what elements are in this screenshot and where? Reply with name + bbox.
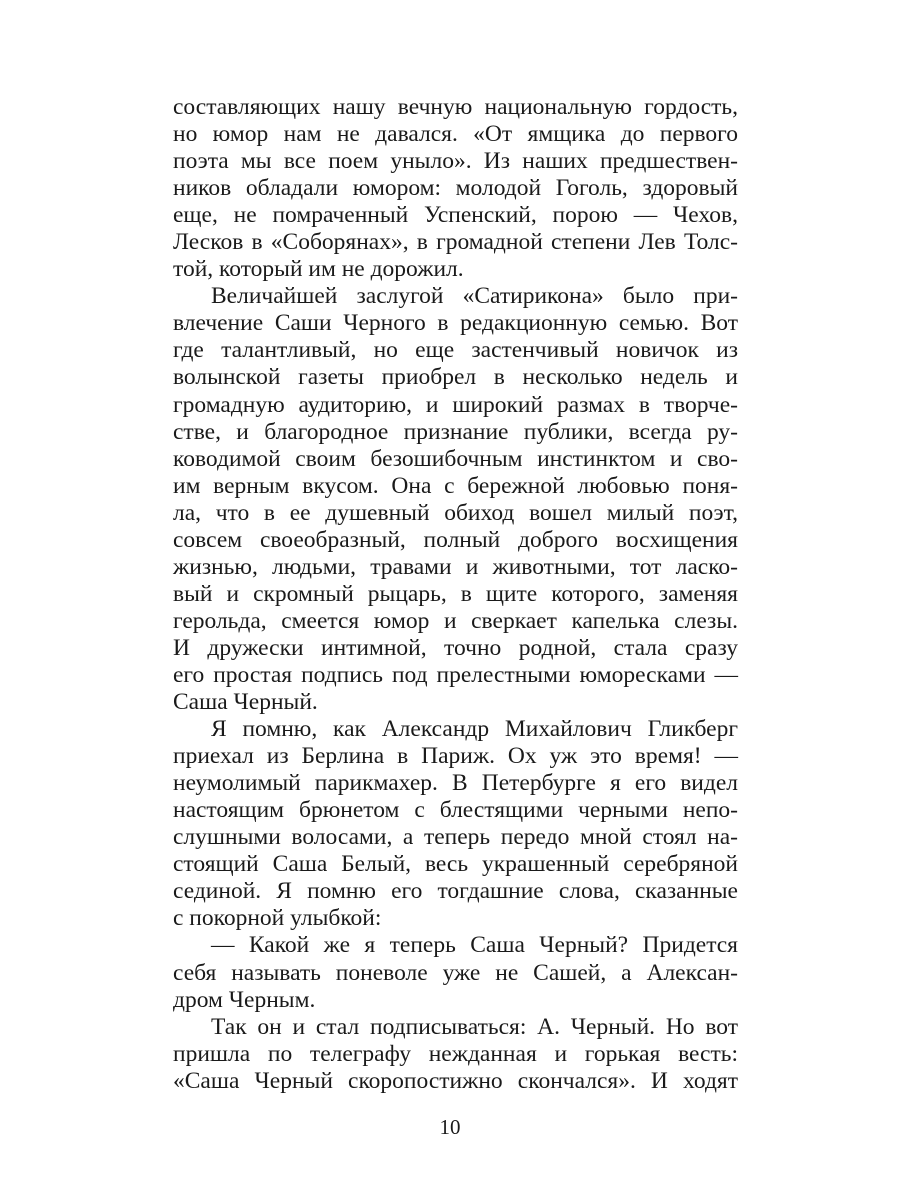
text-line: им верным вкусом. Она с бережной любовью поня- bbox=[173, 472, 738, 499]
text-line: пришла по телеграфу нежданная и горькая весть: bbox=[173, 1040, 738, 1067]
paragraph bbox=[173, 94, 738, 283]
paragraph bbox=[173, 1014, 738, 1095]
text-line: с покорной улыбкой: bbox=[173, 905, 382, 932]
text-line: Саша Черный. bbox=[173, 689, 318, 716]
text-line: совсем своеобразный, полный доброго восхищения bbox=[173, 526, 738, 553]
text-line: неумолимый парикмахер. В Петербурге я его видел bbox=[173, 770, 738, 797]
text-line: Лесков в «Соборянах», в громадной степени Лев Толс- bbox=[173, 229, 738, 256]
text-line: где талантливый, но еще застенчивый новичок из bbox=[173, 337, 738, 364]
text-line: ла, что в ее душевный обиход вошел милый поэт, bbox=[173, 499, 738, 526]
text-line: И дружески интимной, точно родной, стала сразу bbox=[173, 634, 738, 661]
text-line: той, который им не дорожил. bbox=[173, 256, 464, 283]
text-line: Величайшей заслугой «Сатирикона» было при- bbox=[211, 283, 738, 310]
text-line: влечение Саши Черного в редакционную семью. Вот bbox=[173, 310, 738, 337]
paragraph bbox=[173, 932, 738, 1013]
text-line: стве, и благородное признание публики, всегда ру- bbox=[173, 418, 738, 445]
text-line: себя называть поневоле уже не Сашей, а Алексан- bbox=[173, 959, 738, 986]
text-line: поэта мы все поем уныло». Из наших предшествен- bbox=[173, 148, 738, 175]
text-line: его простая подпись под прелестными юморесками — bbox=[173, 661, 738, 688]
paragraph bbox=[173, 283, 738, 716]
text-line: Так он и стал подписываться: А. Черный. Но вот bbox=[211, 1013, 738, 1040]
text-line: жизнью, людьми, травами и животными, тот ласко- bbox=[173, 553, 738, 580]
text-line: дром Черным. bbox=[173, 986, 316, 1013]
text-line: но юмор нам не давался. «От ямщика до первого bbox=[173, 121, 738, 148]
text-line: стоящий Саша Белый, весь украшенный серебряной bbox=[173, 851, 738, 878]
text-line: ников обладали юмором: молодой Гоголь, здоровый bbox=[173, 175, 738, 202]
text-line: волынской газеты приобрел в несколько недель и bbox=[173, 364, 738, 391]
text-line: слушными волосами, а теперь передо мной стоял на- bbox=[173, 824, 738, 851]
text-line: ководимой своим безошибочным инстинктом и сво- bbox=[173, 445, 738, 472]
paragraph bbox=[173, 716, 738, 932]
page-number: 10 bbox=[439, 1115, 461, 1139]
text-line: сединой. Я помню его тогдашние слова, сказанные bbox=[173, 878, 738, 905]
text-line: настоящим брюнетом с блестящими черными непо- bbox=[173, 797, 738, 824]
text-line: «Саша Черный скоропостижно скончался». И ходят bbox=[173, 1067, 738, 1094]
text-line: составляющих нашу вечную национальную гордость, bbox=[173, 94, 738, 120]
body-text bbox=[173, 94, 738, 1095]
text-line: — Какой же я теперь Саша Черный? Придется bbox=[211, 932, 738, 959]
text-line: герольда, смеется юмор и сверкает капелька слезы. bbox=[173, 607, 738, 634]
text-line: приехал из Берлина в Париж. Ох уж это время! — bbox=[173, 743, 738, 770]
text-line: еще, не помраченный Успенский, порою — Чехов, bbox=[173, 202, 738, 229]
text-line: Я помню, как Александр Михайлович Гликберг bbox=[211, 716, 738, 743]
text-line: громадную аудиторию, и широкий размах в творче- bbox=[173, 391, 738, 418]
text-line: вый и скромный рыцарь, в щите которого, заменяя bbox=[173, 580, 738, 607]
